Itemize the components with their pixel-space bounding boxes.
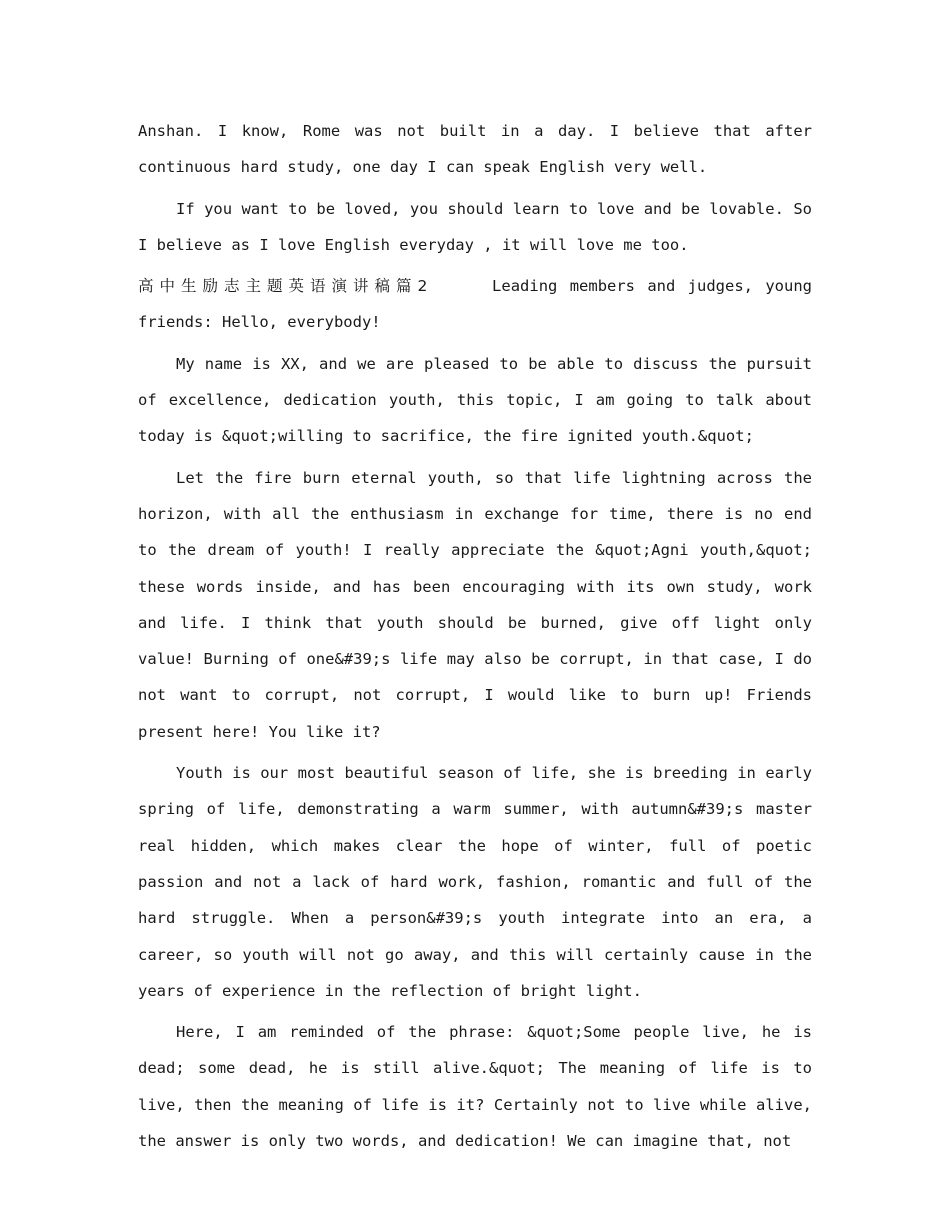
paragraph-love-english <box>138 191 812 264</box>
paragraph-text: Youth is our most beautiful season of life, she is breeding in early spring of life, demonstrating a warm summer, with autumn&#39;s master real hidden, which makes clear the hope of winter, full of poetic passion and not a lack of hard work, fashion, romantic and full of the hard struggle. When a person&#39;s youth integrate into an era, a career, so youth will not go away, and this will certainly cause in the years of experience in the reflection of bright light. <box>138 764 812 1000</box>
paragraph-introduction <box>138 346 812 455</box>
paragraph-fire-youth <box>138 460 812 750</box>
paragraph-text: Leading members and judges, young friends: Hello, everybody! <box>138 277 822 332</box>
paragraph-text: Anshan. I know, Rome was not built in a day. I believe that after continuous hard study, one day I can speak English very well. <box>138 122 812 177</box>
paragraph-youth-season <box>138 755 812 1009</box>
paragraph-text: My name is XX, and we are pleased to be able to discuss the pursuit of excellence, dedication youth, this topic, I am going to talk about today is &quot;willing to sacrifice, the fire ignited youth.&quot; <box>138 354 812 446</box>
paragraph-speech-heading <box>138 268 822 341</box>
paragraph-text: Here, I am reminded of the phrase: &quot;Some people live, he is dead; some dead, he is still alive.&quot; The meaning of life is to live, then the meaning of life is it? Certainly not to live while alive, the answer is only two words, and dedication! We can imagine that, not <box>138 1023 812 1151</box>
document-page <box>138 113 822 1164</box>
speech-title: 高中生励志主题英语演讲稿篇2 <box>138 277 431 296</box>
paragraph-meaning-of-life <box>138 1014 812 1159</box>
paragraph-text: If you want to be loved, you should learn to love and be lovable. So I believe as I love English everyday , it will love me too. <box>138 199 812 254</box>
paragraph-text: Let the fire burn eternal youth, so that life lightning across the horizon, with all the enthusiasm in exchange for time, there is no end to the dream of youth! I really appreciate the &quot;Agni youth,&quot; these words inside, and has been encouraging with its own study, work and life. I think that youth should be burned, give off light only value! Burning of one&#39;s life may also be corrupt, in that case, I do not want to corrupt, not corrupt, I would like to burn up! Friends present here! You like it? <box>138 468 812 741</box>
paragraph-continuation <box>138 113 812 186</box>
